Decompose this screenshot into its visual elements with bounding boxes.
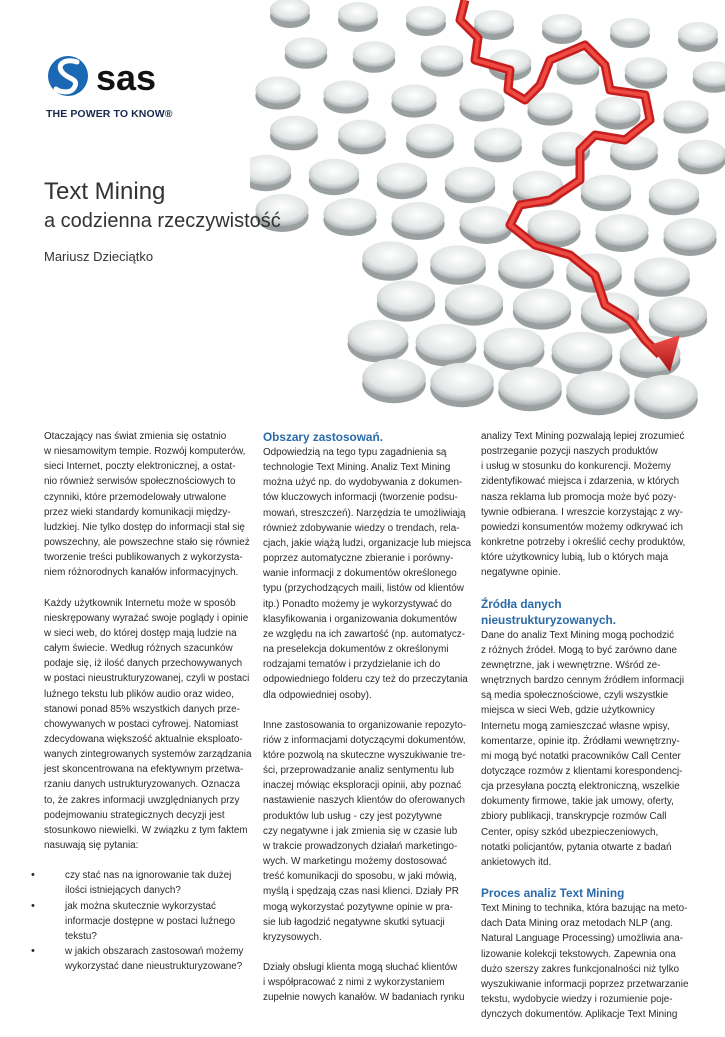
text-line: dotyczące rozmów z klientami korespondencj- [481, 765, 683, 777]
text-line: z różnych źródeł. Mogą to być zarówno dane [481, 644, 677, 656]
disc [377, 280, 435, 315]
text-line: przez wieki standardy komunikacji między- [44, 506, 231, 518]
text-line: sieci Internet, poczty elektronicznej, a ostat- [44, 461, 236, 473]
text-line: dużo szerszy zakres funkcjonalności niż tylko [481, 963, 680, 975]
text-line: Internetu mogą zamieszczać własne wpisy, [481, 720, 670, 732]
text-column-2 [263, 429, 472, 1020]
disc [474, 10, 514, 34]
text-line: ankietowych itd. [481, 856, 552, 868]
text-line: wanych zintegrowanych systemów zarządzania [44, 749, 252, 761]
text-line: ze względu na ich zawartość (np. automatycz- [263, 628, 465, 640]
disc [362, 241, 418, 275]
disc [406, 124, 454, 153]
text-line: dach Data Mining oraz metodach NLP (ang. [481, 918, 673, 930]
text-line: rodzajami tematów i przydzielanie ich do [263, 659, 441, 671]
question-list [44, 868, 249, 974]
text-line: podejmowaniu strategicznych decyzji jest [44, 809, 225, 821]
text-line: rzaniu danych ustrukturyzowanych. Oznacza [44, 779, 240, 791]
paragraph [44, 596, 252, 854]
text-line: tworzenie treści publikowanych z wykorzysta- [44, 552, 243, 564]
disc [460, 206, 513, 238]
text-line: poprzez automatyczne zbieranie i porówny- [263, 553, 454, 565]
text-line: konkretne potrzeby i określić cechy produktów, [481, 537, 686, 549]
disc [484, 328, 545, 365]
text-line: sie lub łagodzić negatywne skutki sytuacji [263, 916, 445, 928]
text-line: Center, opisy szkód ubezpieczeniowych, [481, 826, 659, 838]
text-line: i usług w stosunku do konkurencji. Możemy [481, 461, 671, 473]
disc [406, 6, 446, 30]
author-name: Mariusz Dzieciątko [44, 249, 154, 264]
text-line: dokumenty firmowe, takie jak umowy, oferty, [481, 796, 674, 808]
text-line: powszechny, ale powszechne stało się również [44, 537, 250, 549]
text-line: notatki policjantów, pytania otwarte z badań [481, 841, 672, 853]
disc [498, 367, 561, 405]
text-line: luźnego tekstu lub plików audio oraz wideo, [44, 688, 234, 700]
text-line: Natural Language Processing) umożliwia ana- [481, 933, 683, 945]
disc [513, 288, 571, 323]
text-line: Odpowiedzią na tego typu zagadnienia są [263, 447, 447, 458]
text-line: inaczej mówiąc eksploracji opinii, aby poznać [263, 780, 462, 792]
text-line: chowywanych w postaci cyfrowej. Natomiast [44, 718, 239, 730]
disc [459, 88, 504, 115]
text-line: które użytkownicy lubią, lub o których maja [481, 552, 669, 564]
disc [542, 14, 582, 38]
text-line: ści, przeprowadzanie analiz sentymentu lub [263, 765, 455, 777]
text-line: nio również serwisów społecznościowych to [44, 476, 236, 488]
text-line: Dane do analiz Text Mining mogą pochodzić [481, 629, 675, 641]
text-line: podaje się, iż ilość danych przechowywanych [44, 658, 243, 670]
text-line: wanie informacji z dokumentów określonego [263, 568, 457, 580]
text-line: zupełnie nowych kanałów. W badaniach rynku [263, 992, 465, 1004]
text-line: analizy Text Mining pozwalają lepiej zrozumieć [481, 431, 685, 442]
text-line: mogą wykorzystać pozytywne opinie w pra- [263, 901, 453, 913]
document-subtitle: a codzienna rzeczywistość [44, 210, 281, 232]
text-line: na preselekcja dokumentów z określonymi [263, 644, 449, 656]
paragraph [481, 901, 689, 1022]
text-line: cjach, jakie wiążą ludzi, organizacje lub miejsca [263, 537, 472, 549]
disc [625, 57, 668, 83]
disc [362, 359, 425, 397]
sas-wordmark: sas [96, 57, 157, 98]
text-line: nasza reklama lub promocja może być pozy- [481, 491, 677, 503]
text-line: klasyfikowania i organizowania dokumentów [263, 613, 457, 625]
disc [474, 128, 522, 157]
disc [309, 159, 359, 189]
text-line: tekstu, wydobycie wiedzy i rozumienie poje- [481, 994, 673, 1005]
text-line: wych. W marketingu możemy dostosować [263, 856, 447, 868]
text-line: zewnętrzne, jak i wewnętrzne. Wśród ze- [481, 659, 661, 671]
disc [323, 80, 368, 107]
text-line: ludzkiej. Nie tylko dostęp do informacji stał się [44, 521, 245, 533]
disc [430, 245, 486, 279]
text-line: w postaci nieustrukturyzowanej, czyli w postaci [44, 673, 250, 685]
paragraph [263, 718, 468, 945]
tagline: THE POWER TO KNOW® [46, 108, 173, 120]
text-line: ilości istniejących danych? [65, 885, 181, 897]
text-line: czynniki, które przemodelowały utrwalone [44, 491, 227, 503]
list-item [44, 944, 249, 974]
text-line: tów kluczowych informacji (tworzenie podsu- [263, 492, 458, 504]
text-line: komentarze, opinie itp. Źródłami wewnętrzny- [481, 735, 680, 747]
disc [596, 214, 649, 246]
text-line: stosunkowo niewielki. W związku z tym faktem [44, 824, 248, 836]
disc [678, 22, 718, 46]
disc [430, 363, 493, 401]
paragraph [263, 445, 472, 703]
document-title: Text Mining [44, 178, 166, 205]
text-line: które pozwolą na skuteczne wyszukiwanie tre- [263, 749, 466, 761]
text-line: w niesamowitym tempie. Rozwój komputerów, [44, 446, 246, 458]
text-line: dla odpowiedniej osoby). [263, 689, 372, 701]
text-line: riów z informacjami dotyczącymi dokumentów, [263, 734, 466, 746]
text-line: informacje dostępne w postaci luźnego [65, 915, 236, 927]
paragraph [263, 960, 468, 1005]
text-line: jest skoncentrowana na efektywnym przetwa- [44, 764, 244, 776]
disc [377, 163, 427, 193]
text-line: Inne zastosowania to organizowanie repozyto- [263, 719, 467, 731]
text-line: postrzeganie pozycji naszych produktów [481, 446, 658, 458]
disc [528, 210, 581, 242]
text-line: dynczych dokumentów. Aplikacje Text Mining [481, 1009, 678, 1021]
text-line: i współpracować z nimi z wykorzystaniem [263, 977, 445, 989]
text-line: całym świecie. Według różnych szacunków [44, 643, 233, 655]
disc [595, 96, 640, 123]
disc [649, 179, 699, 209]
disc [664, 218, 717, 250]
text-line: tywnie odbierana. I wreszcie korzystając z wy- [481, 506, 683, 518]
disc [391, 84, 436, 111]
text-line: • czy stać nas na ignorowanie tak dużej [65, 870, 232, 882]
text-line: można użyć np. do wydobywania z dokumen- [263, 477, 463, 489]
disc [663, 100, 708, 127]
text-line: zidentyfikować miejsca i zdarzenia, w których [481, 476, 680, 488]
text-line: powiedzi konsumentów możemy odkrywać ich [481, 521, 683, 533]
text-line: itp.) Ponadto możemy je wykorzystywać do [263, 598, 452, 610]
text-line: są media społecznościowe, czyli wszystkie [481, 690, 669, 702]
text-line: zbiory publikacji, transkrypcje rozmów Call [481, 811, 667, 823]
paragraph [44, 429, 249, 581]
disc [678, 140, 725, 169]
disc [566, 371, 629, 409]
text-line: • w jakich obszarach zastosowań możemy [65, 946, 244, 957]
hero-illustration [250, 0, 725, 420]
text-line: wykorzystać dane nieustrukturyzowane? [65, 961, 243, 973]
disc [324, 198, 377, 230]
text-line: cja przesyłana pocztą elektroniczną, wszelkie [481, 781, 680, 793]
disc [581, 175, 631, 205]
text-line: wyszukiwanie informacji poprzez przetwarzanie [481, 978, 689, 990]
paragraph [481, 628, 686, 871]
text-line: typu (przychodzących maili, listów od klientów [263, 583, 464, 595]
disc [445, 284, 503, 319]
disc [421, 45, 464, 71]
text-line: tekstu? [65, 930, 97, 942]
text-line: produktów lub usług - czy jest pozytywne [263, 810, 442, 822]
text-line: nieskrępowany wyrażać swoje poglądy i opinie [44, 612, 249, 624]
text-line: Każdy użytkownik Internetu może w sposób [44, 597, 236, 609]
text-line: negatywne opinie. [481, 567, 561, 579]
disc [255, 76, 300, 103]
disc [552, 332, 613, 369]
disc [338, 2, 378, 26]
section-heading: Obszary zastosowań. [263, 430, 383, 444]
text-line: mowań, streszczeń). Narzędzia te umożliwiają [263, 507, 466, 519]
text-column-1 [44, 429, 252, 974]
disc [392, 202, 445, 234]
text-line: nastawienie naszych klientów do oferowanych [263, 795, 466, 807]
text-line: wnętrznych bardzo cennym źródłem informacji [481, 675, 685, 687]
disc [348, 320, 409, 357]
disc [353, 41, 396, 67]
text-line: Text Mining to technika, która bazując na meto- [481, 903, 688, 915]
text-line: również zdobywanie wiedzy o trendach, rela- [263, 522, 460, 534]
text-line: Działy obsługi klienta mogą słuchać klientów [263, 962, 458, 973]
text-line: technologie Text Mining. Analiz Text Mining [263, 462, 451, 474]
text-line: odpowiedniego folderu czy też do przeczytania [263, 674, 468, 686]
text-line: Otaczający nas świat zmienia się ostatnio [44, 431, 227, 442]
list-item [44, 868, 249, 898]
text-line: miejsca w sieci Web, gdzie użytkownicy [481, 705, 655, 717]
text-line: lizowanie kolekcji tekstowych. Zapewnia ona [481, 948, 676, 960]
text-line: myślą i spędzają czas nasi klienci. Działy PR [263, 886, 459, 898]
disc [445, 167, 495, 197]
text-line: treść komunikacji do sposobu, w jaki mówią, [263, 871, 457, 883]
text-line: zdecydowana większość aktualnie eksploato- [44, 733, 243, 745]
disc [634, 257, 690, 291]
text-line: czy negatywne i jak zmienia się w czasie lub [263, 825, 458, 837]
text-line: w trakcie prowadzonych działań marketingo- [263, 840, 458, 852]
text-line: kryzysowych. [263, 931, 322, 943]
section-heading: Proces analiz Text Mining [481, 886, 625, 901]
paragraph [481, 429, 686, 581]
text-line: to, że zakres informacji uwzględnianych przy [44, 794, 240, 806]
text-line: nasuwają się pytania: [44, 840, 139, 852]
disc [610, 18, 650, 42]
disc [416, 324, 477, 361]
list-item [44, 899, 249, 944]
text-column-3 [481, 429, 689, 1037]
disc [634, 375, 697, 413]
disc [498, 249, 554, 283]
text-line: stanowi ponad 85% wszystkich danych prze- [44, 703, 240, 715]
text-line: • jak można skutecznie wykorzystać [65, 900, 216, 912]
text-line: niem różnorodnych kanałów informacyjnych. [44, 567, 239, 579]
disc [649, 296, 707, 331]
section-heading: Źródła danych nieustrukturyzowanych. [481, 596, 617, 627]
text-line: w sieci web, do której dostęp mają ludzie na [44, 627, 237, 639]
disc [338, 120, 386, 149]
disc [285, 37, 328, 63]
text-line: mi mogą być notatki pracowników Call Center [481, 750, 681, 762]
disc [270, 116, 318, 145]
